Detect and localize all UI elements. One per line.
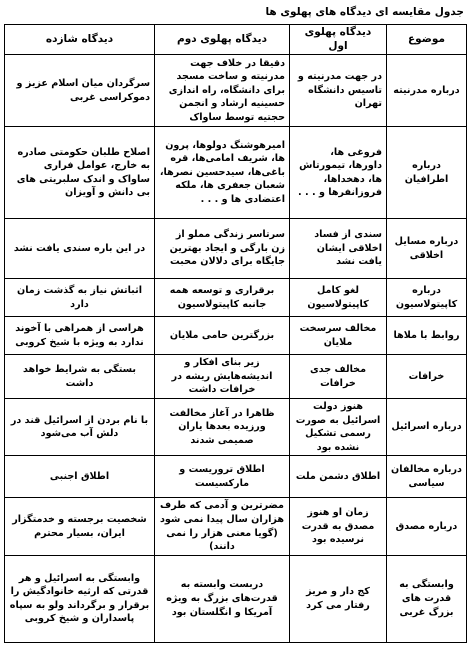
row-prince: هراسی از همراهی با آخوند ندارد به ویژه با شیخ کروبی xyxy=(5,317,155,355)
row-topic: درباره مصدق xyxy=(387,498,467,555)
header-topic: موضوع xyxy=(387,25,467,55)
row-topic: وابستگی به قدرت های بزرگ غربی xyxy=(387,555,467,642)
row-second-pahlavi: برقراری و توسعه همه جانبه کاپیتولاسیون xyxy=(155,279,290,317)
table-row xyxy=(5,456,467,498)
row-prince: شخصیت برجسته و خدمتگزار ایران، بسیار محترم xyxy=(5,498,155,555)
row-second-pahlavi: بزرگترین حامی ملایان xyxy=(155,317,290,355)
row-prince: سرگردان میان اسلام عزیز و دموکراسی غربی xyxy=(5,55,155,127)
row-prince: اصلاح طلبان حکومتی صادره به خارج، عوامل فراری ساواک و اندک سلبریتی های بی دانش و آویزان xyxy=(5,127,155,219)
row-first-pahlavi: زمان او هنوز مصدق به قدرت نرسیده بود xyxy=(290,498,387,555)
row-topic: درباره مسایل اخلاقی xyxy=(387,219,467,279)
row-prince: بستگی به شرایط خواهد داشت xyxy=(5,355,155,399)
table-row xyxy=(5,219,467,279)
row-first-pahlavi: لغو کامل کاپیتولاسیون xyxy=(290,279,387,317)
table-row xyxy=(5,317,467,355)
table-row xyxy=(5,279,467,317)
row-second-pahlavi: مضرترین و آدمی که طرف هزاران سال پیدا نمی شود (گویا معنی هزار را نمی دانند) xyxy=(155,498,290,555)
row-first-pahlavi: فروغی ها، داورها، تیمورتاش ها، دهخداها، فروزانفرها و . . . xyxy=(290,127,387,219)
row-topic: خرافات xyxy=(387,355,467,399)
row-first-pahlavi: مخالف سرسخت ملایان xyxy=(290,317,387,355)
row-first-pahlavi: اطلاق دشمن ملت xyxy=(290,456,387,498)
row-first-pahlavi: در جهت مدرنیته و تاسیس دانشگاه تهران xyxy=(290,55,387,127)
table-row xyxy=(5,355,467,399)
row-topic: درباره اسرائیل xyxy=(387,398,467,455)
row-first-pahlavi: کج دار و مریز رفتار می کرد xyxy=(290,555,387,642)
row-second-pahlavi: اطلاق تروریست و مارکسیست xyxy=(155,456,290,498)
row-topic: درباره اطرافیان xyxy=(387,127,467,219)
row-second-pahlavi: دقیقا در خلاف جهت مدرنیته و ساخت مسجد برای دانشگاه، راه اندازی حسینیه ارشاد و انجمن حجتیه توسط ساواک xyxy=(155,55,290,127)
row-second-pahlavi: ظاهرا در آغاز مخالفت ورزیده بعدها یاران صمیمی شدند xyxy=(155,398,290,455)
row-prince: اطلاق اجنبی xyxy=(5,456,155,498)
table-row xyxy=(5,127,467,219)
row-prince: در این باره سندی یافت نشد xyxy=(5,219,155,279)
row-second-pahlavi: سرتاسر زندگی مملو از زن بارگی و ایجاد بهترین جایگاه برای دلالان محبت xyxy=(155,219,290,279)
row-topic: روابط با ملاها xyxy=(387,317,467,355)
row-prince: اثباتش نیاز به گذشت زمان دارد xyxy=(5,279,155,317)
row-first-pahlavi: هنوز دولت اسرائیل به صورت رسمی تشکیل نشده بود xyxy=(290,398,387,455)
row-second-pahlavi: زیر بنای افکار و اندیشه‌هایش ریشه در خرافات داشت xyxy=(155,355,290,399)
row-second-pahlavi: امیرهوشنگ دولوها، پرون ها، شریف امامی‌ها، قره باغی‌ها، سیدحسین نصرها، شعبان جعفری ها، ملکه اعتضادی ها و . . . xyxy=(155,127,290,219)
table-title: جدول مقایسه ای دیدگاه های پهلوی ها xyxy=(265,6,464,18)
header-prince: دیدگاه شازده xyxy=(5,25,155,55)
row-first-pahlavi: مخالف جدی خرافات xyxy=(290,355,387,399)
table-row xyxy=(5,555,467,642)
row-topic: درباره مدرنیته xyxy=(387,55,467,127)
table-row xyxy=(5,498,467,555)
row-topic: درباره مخالفان سیاسی xyxy=(387,456,467,498)
row-prince: با نام بردن از اسرائیل قند در دلش آب می‌شود xyxy=(5,398,155,455)
header-second-pahlavi: دیدگاه پهلوی دوم xyxy=(155,25,290,55)
row-topic: درباره کاپیتولاسیون xyxy=(387,279,467,317)
header-first-pahlavi: دیدگاه پهلوی اول xyxy=(290,25,387,55)
row-first-pahlavi: سندی از فساد اخلاقی ایشان یافت نشد xyxy=(290,219,387,279)
row-prince: وابستگی به اسرائیل و هر قدرتی که ارثیه خانوادگیش را برقرار و برگرداند ولو به سپاه پاسداران و شیخ کروبی xyxy=(5,555,155,642)
comparison-table xyxy=(4,24,467,643)
table-row xyxy=(5,398,467,455)
header-row xyxy=(5,25,467,55)
row-second-pahlavi: دربست وابسته به قدرت‌های بزرگ به ویژه آمریکا و انگلستان بود xyxy=(155,555,290,642)
table-row xyxy=(5,55,467,127)
